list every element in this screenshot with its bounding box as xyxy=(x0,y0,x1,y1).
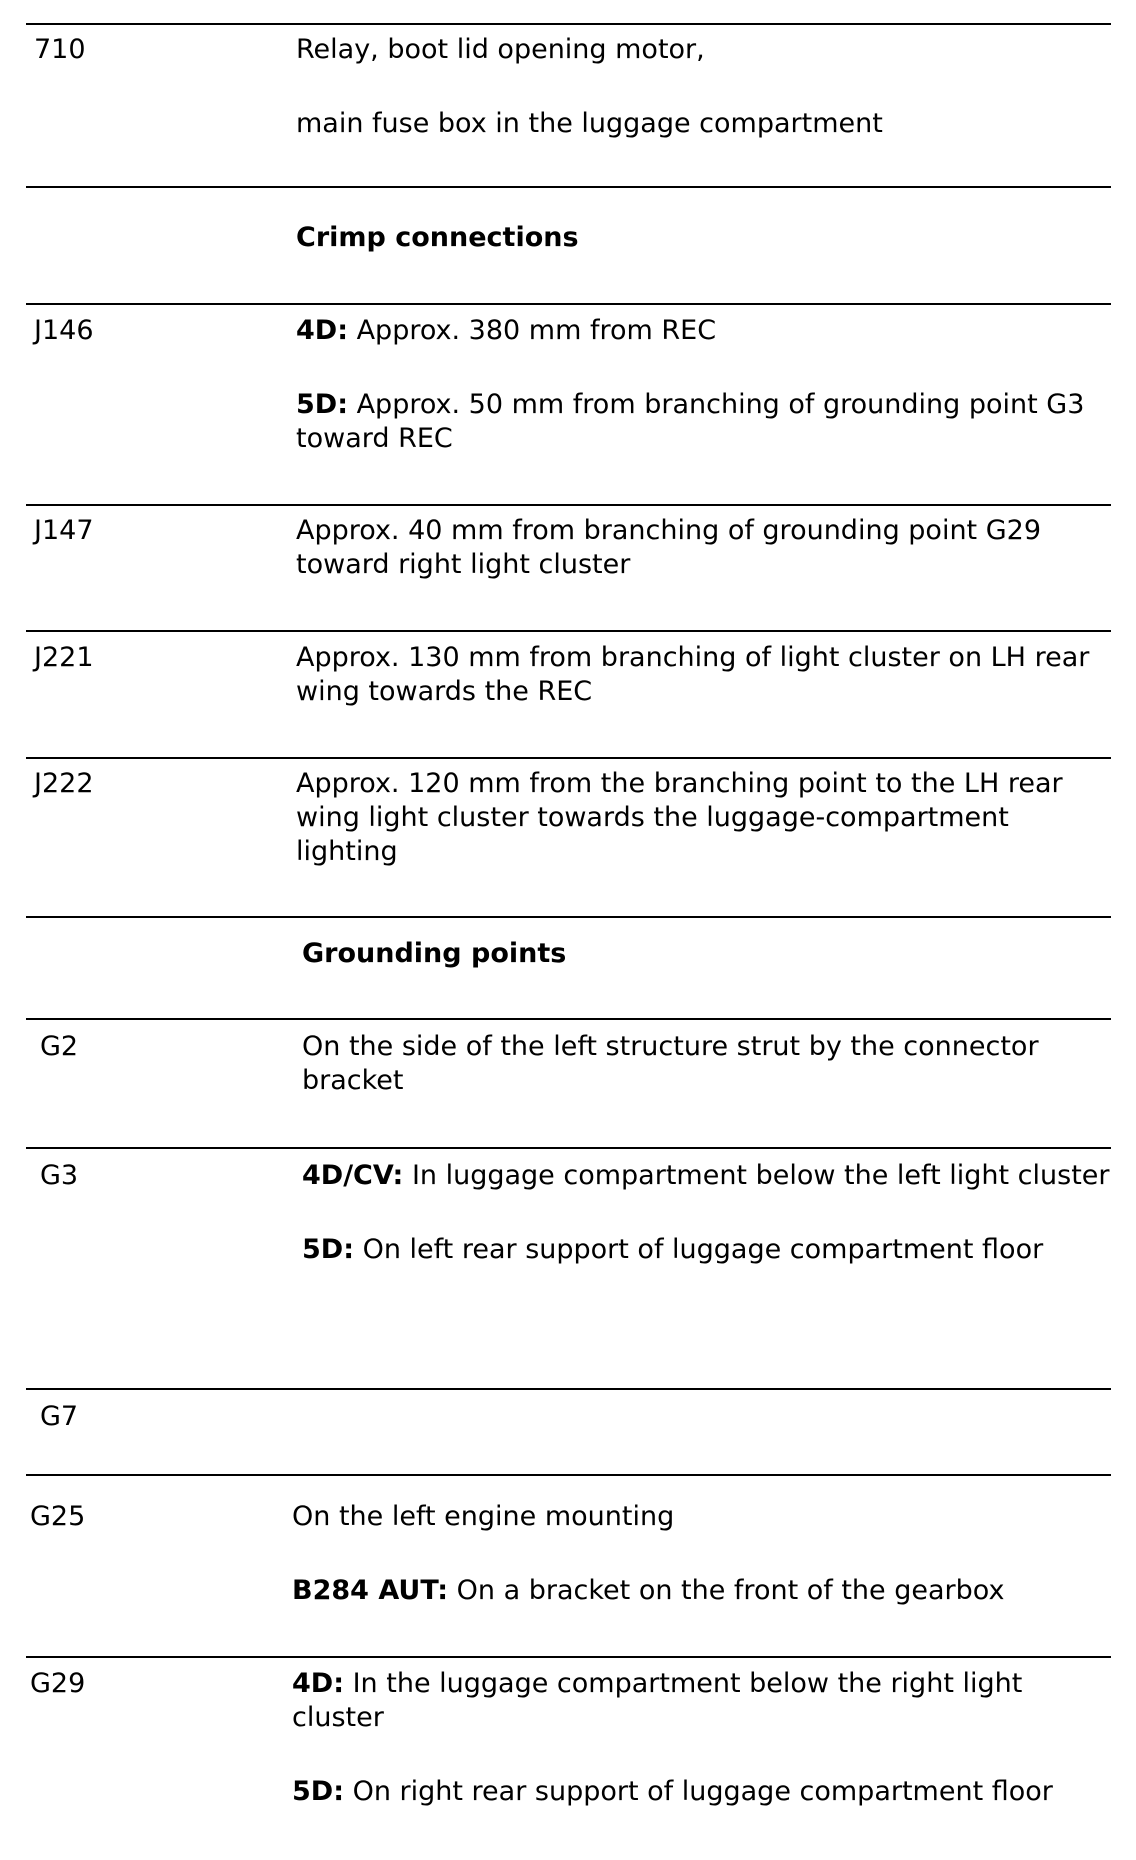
description-line xyxy=(292,1775,1107,1809)
description-line xyxy=(296,388,1111,456)
row-code: J146 xyxy=(34,315,94,346)
row-divider xyxy=(26,630,1111,632)
variant-text: Approx. 50 mm from branching of grounding point G3 toward REC xyxy=(296,389,1085,454)
row-code: G3 xyxy=(40,1160,79,1191)
description-line: Approx. 120 mm from the branching point to the LH rear wing light cluster towards the luggage-compartment lighting xyxy=(296,768,1063,867)
row-divider xyxy=(26,1147,1111,1149)
row-description xyxy=(292,1667,1107,1809)
description-line xyxy=(302,1159,1117,1193)
description-line xyxy=(296,314,1111,348)
row-divider xyxy=(26,757,1111,759)
variant-text: On a bracket on the front of the gearbox xyxy=(448,1575,1005,1606)
variant-label: 5D: xyxy=(302,1234,354,1265)
description-line: On the left engine mounting xyxy=(292,1501,675,1532)
row-code: J222 xyxy=(34,768,94,799)
row-divider xyxy=(26,186,1111,188)
description-line xyxy=(292,1574,1107,1608)
row-divider xyxy=(26,1656,1111,1658)
variant-text: In the luggage compartment below the right light cluster xyxy=(292,1668,1023,1733)
row-divider xyxy=(26,504,1111,506)
variant-label: 4D: xyxy=(296,315,348,346)
variant-text: On right rear support of luggage compartment floor xyxy=(344,1776,1053,1807)
row-code: J147 xyxy=(34,515,94,546)
row-code: J221 xyxy=(34,642,94,673)
row-description xyxy=(296,767,1111,869)
variant-label: 4D/CV: xyxy=(302,1160,404,1191)
row-description xyxy=(302,1030,1117,1098)
row-code: G29 xyxy=(30,1668,86,1699)
row-code: G2 xyxy=(40,1031,79,1062)
row-code: G7 xyxy=(40,1401,79,1432)
variant-text: Approx. 380 mm from REC xyxy=(348,315,717,346)
description-line: Approx. 40 mm from branching of grounding point G29 toward right light cluster xyxy=(296,515,1042,580)
section-heading: Crimp connections xyxy=(296,222,579,253)
row-divider xyxy=(26,23,1111,25)
description-line xyxy=(302,1233,1117,1267)
description-line: Approx. 130 mm from branching of light cluster on LH rear wing towards the REC xyxy=(296,642,1090,707)
variant-text: In luggage compartment below the left light cluster xyxy=(403,1160,1110,1191)
section-heading: Grounding points xyxy=(302,938,567,969)
row-code: G25 xyxy=(30,1501,86,1532)
row-description xyxy=(296,314,1111,456)
variant-label: 4D: xyxy=(292,1668,344,1699)
row-description xyxy=(292,1500,1107,1608)
row-description xyxy=(302,1159,1117,1267)
row-code: 710 xyxy=(34,34,86,65)
variant-label: 5D: xyxy=(292,1776,344,1807)
row-description xyxy=(296,641,1111,709)
row-description xyxy=(296,33,1111,141)
row-divider xyxy=(26,1388,1111,1390)
row-divider xyxy=(26,1474,1111,1476)
row-description xyxy=(296,514,1111,582)
description-line: On the side of the left structure strut by the connector bracket xyxy=(302,1031,1039,1096)
description-line: main fuse box in the luggage compartment xyxy=(296,108,883,139)
row-divider xyxy=(26,303,1111,305)
row-divider xyxy=(26,916,1111,918)
row-divider xyxy=(26,1018,1111,1020)
variant-label: 5D: xyxy=(296,389,348,420)
variant-label: B284 AUT: xyxy=(292,1575,449,1606)
variant-text: On left rear support of luggage compartment floor xyxy=(354,1234,1044,1265)
description-line xyxy=(292,1667,1107,1735)
description-line: Relay, boot lid opening motor, xyxy=(296,34,705,65)
